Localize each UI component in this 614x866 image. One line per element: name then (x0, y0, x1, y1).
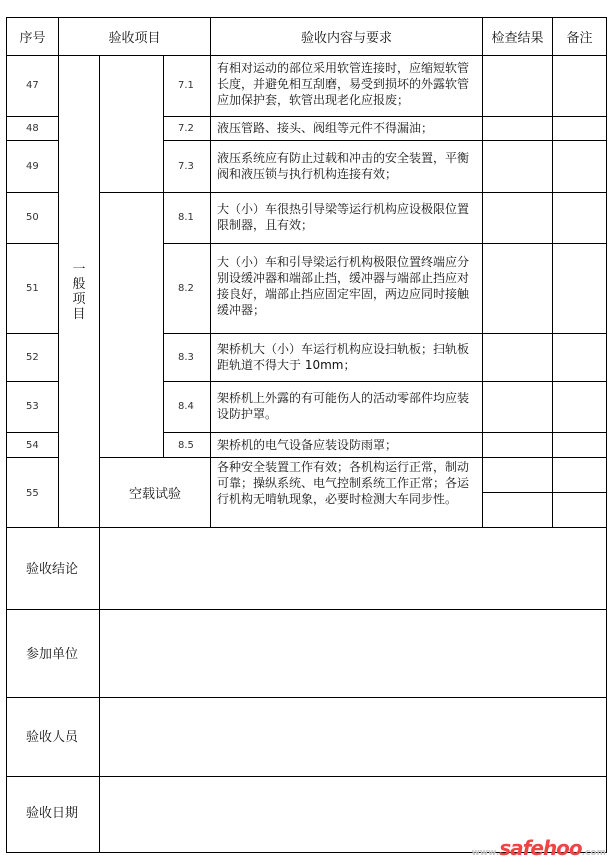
footer-date-label: 验收日期 (26, 806, 79, 821)
clause-number: 8.2 (178, 283, 194, 294)
row-number: 52 (26, 352, 39, 363)
col-result-left (482, 17, 483, 527)
clause-number: 7.2 (178, 123, 194, 134)
row52-bottom-line-r (163, 381, 607, 382)
row-number: 48 (26, 123, 39, 134)
footer-label-right (99, 527, 100, 853)
watermark-prefix: www. (471, 848, 500, 858)
row48-bottom-line (6, 140, 58, 141)
row55-mid-line (482, 492, 607, 493)
requirement-text: 各种安全装置工作有效；各机构运行正常，制动可靠；操纵系统、电气控制系统工作正常；各运行机构无啃轨现象，必要时检测大车同步性。 (217, 460, 470, 506)
header-bottom-line (6, 55, 607, 56)
row51-bottom-line-r (163, 333, 607, 334)
row-number: 54 (26, 440, 39, 451)
clause-number: 7.1 (178, 80, 194, 91)
row49-bottom-line (6, 192, 58, 193)
col-note-left (552, 17, 553, 527)
header-result: 检查结果 (491, 31, 544, 46)
col-cat-right (99, 55, 100, 527)
header-content: 验收内容与要求 (300, 31, 392, 46)
header-note: 备注 (566, 31, 593, 46)
row53-bottom-line-r (163, 432, 607, 433)
requirement-text: 液压系统应有防止过载和冲击的安全装置，平衡阀和液压锁与执行机构连接有效； (217, 151, 470, 181)
row-number: 49 (26, 161, 39, 172)
requirement-text: 有相对运动的部位采用软管连接时，应缩短软管长度，并避免相互刮磨，易受到损坏的外露软管应加保护套，软管出现老化应报废； (217, 61, 470, 107)
row-number: 53 (26, 401, 39, 412)
col-content-left (210, 17, 211, 527)
row53-bottom-line (6, 432, 58, 433)
row-number: 55 (26, 488, 39, 499)
category-label: 一般项目 (72, 262, 86, 322)
row50-bottom-line (6, 243, 58, 244)
row48-bottom-line-r (163, 140, 607, 141)
footer3-bottom-line (6, 776, 607, 777)
col-clause-left (163, 55, 164, 457)
row47-bottom-line-r (163, 116, 607, 117)
clause-number: 8.3 (178, 352, 194, 363)
requirement-text: 架桥机上外露的有可能伤人的活动零部件均应装设防护罩。 (217, 391, 470, 421)
watermark-suffix: .com (581, 848, 606, 858)
header-item: 验收项目 (108, 31, 161, 46)
footer2-bottom-line (6, 697, 607, 698)
row-number: 47 (26, 80, 39, 91)
row51-bottom-line (6, 333, 58, 334)
footer1-bottom-line (6, 609, 607, 610)
row-number: 50 (26, 212, 39, 223)
row54-bottom-line (6, 457, 58, 458)
row50-bottom-line-r (163, 243, 607, 244)
clause-number: 8.4 (178, 401, 194, 412)
footer-staff-label: 验收人员 (26, 730, 79, 745)
col-seq-right (58, 17, 59, 527)
subitem-label: 空载试验 (128, 487, 181, 502)
requirement-text: 架桥机的电气设备应装设防雨罩； (217, 438, 398, 452)
row52-bottom-line (6, 381, 58, 382)
footer-units-label: 参加单位 (26, 647, 79, 662)
requirement-text: 液压管路、接头、阀组等元件不得漏油； (217, 121, 434, 135)
header-seq: 序号 (19, 31, 46, 46)
row47-bottom-line (6, 116, 58, 117)
row-number: 51 (26, 283, 39, 294)
clause-number: 8.1 (178, 212, 194, 223)
requirement-text: 大（小）车很热引导梁等运行机构应设极限位置限制器，且有效； (217, 202, 470, 232)
clause-number: 7.3 (178, 161, 194, 172)
footer-conclusion-label: 验收结论 (26, 562, 79, 577)
border-right (606, 17, 607, 853)
clause-number: 8.5 (178, 440, 194, 451)
border-left (6, 17, 7, 853)
watermark-logo (471, 836, 606, 860)
row49-bottom-line-r (99, 192, 607, 193)
requirement-text: 大（小）车和引导梁运行机构极限位置终端应分别设缓冲器和端部止挡，缓冲器与端部止挡应对接良好，端部止挡应固定牢固，两边应同时接触缓冲器； (217, 255, 470, 317)
row55-bottom-line (6, 527, 607, 528)
requirement-text: 架桥机大（小）车运行机构应设扫轨板；扫轨板距轨道不得大于 10mm； (217, 342, 470, 372)
watermark-main: safehoo (499, 836, 582, 860)
